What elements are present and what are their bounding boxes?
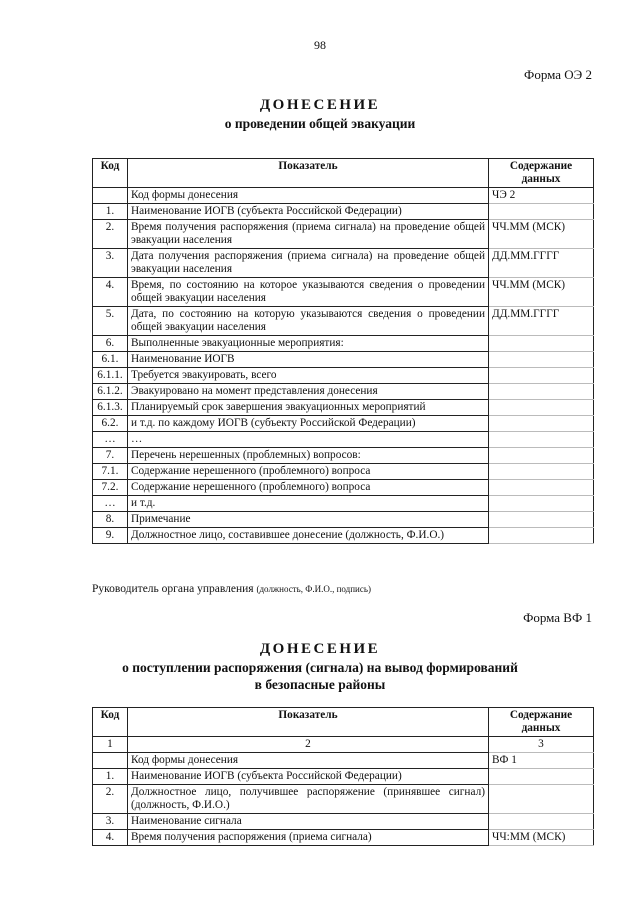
form1-row-code: 6.2. bbox=[93, 416, 128, 432]
form2-table-row bbox=[93, 814, 594, 830]
form2-code: Форма ВФ 1 bbox=[523, 610, 592, 625]
form1-table-row bbox=[93, 480, 594, 496]
form2-row-indicator: Наименование сигнала bbox=[128, 814, 489, 830]
form1-row-indicator: Перечень нерешенных (проблемных) вопросов: bbox=[128, 448, 489, 464]
form1-table-row bbox=[93, 384, 594, 400]
form1-row-indicator: Должностное лицо, составившее донесение (должность, Ф.И.О.) bbox=[128, 528, 489, 544]
form2-subtitle-line1: о поступлении распоряжения (сигнала) на вывод формирований bbox=[122, 660, 518, 675]
form1-row-indicator: Время получения распоряжения (приема сигнала) на проведение общей эвакуации населения bbox=[128, 220, 489, 249]
form1-row-code: … bbox=[93, 496, 128, 512]
page-number: 98 bbox=[314, 38, 326, 52]
form1-row-code: … bbox=[93, 432, 128, 448]
form2-row-indicator: Время получения распоряжения (приема сигнала) bbox=[128, 830, 489, 846]
form1-row-code: 9. bbox=[93, 528, 128, 544]
form1-row-indicator: Требуется эвакуировать, всего bbox=[128, 368, 489, 384]
form1-row-content bbox=[489, 352, 594, 368]
form1-row-indicator: и т.д. bbox=[128, 496, 489, 512]
form1-row-content bbox=[489, 400, 594, 416]
form1-row-content bbox=[489, 512, 594, 528]
form2-row-content bbox=[489, 814, 594, 830]
form2-row-code bbox=[93, 753, 128, 769]
form1-row-indicator: и т.д. по каждому ИОГВ (субъекту Российской Федерации) bbox=[128, 416, 489, 432]
form2-header-row bbox=[93, 708, 594, 737]
form1-row-indicator: Наименование ИОГВ (субъекта Российской Федерации) bbox=[128, 204, 489, 220]
form1-row-content: ЧЭ 2 bbox=[489, 188, 594, 204]
form1-row-indicator: Дата получения распоряжения (приема сигнала) на проведение общей эвакуации населения bbox=[128, 249, 489, 278]
form1-table-row bbox=[93, 432, 594, 448]
form1-row-indicator: Содержание нерешенного (проблемного) вопроса bbox=[128, 480, 489, 496]
form1-row-content: ЧЧ.ММ (МСК) bbox=[489, 278, 594, 307]
form1-table-row bbox=[93, 204, 594, 220]
form1-table-row bbox=[93, 352, 594, 368]
form1-row-code: 2. bbox=[93, 220, 128, 249]
form1-table-row bbox=[93, 400, 594, 416]
form1-header-indicator: Показатель bbox=[128, 159, 489, 188]
form1-table-row bbox=[93, 249, 594, 278]
form1-row-indicator: … bbox=[128, 432, 489, 448]
form1-row-content bbox=[489, 416, 594, 432]
form1-table-row bbox=[93, 220, 594, 249]
form1-header-row bbox=[93, 159, 594, 188]
form1-row-code: 6.1. bbox=[93, 352, 128, 368]
form1-row-code: 7. bbox=[93, 448, 128, 464]
form1-row-indicator: Примечание bbox=[128, 512, 489, 528]
signature-hint: (должность, Ф.И.О., подпись) bbox=[256, 584, 371, 594]
form1-title: ДОНЕСЕНИЕ bbox=[259, 97, 381, 113]
form1-table-row bbox=[93, 336, 594, 352]
form2-title: ДОНЕСЕНИЕ bbox=[259, 641, 381, 657]
form2-row-content: ЧЧ:ММ (МСК) bbox=[489, 830, 594, 846]
form1-row-indicator: Планируемый срок завершения эвакуационных мероприятий bbox=[128, 400, 489, 416]
form2-col-number-1: 1 bbox=[93, 737, 128, 753]
form1-row-indicator: Наименование ИОГВ bbox=[128, 352, 489, 368]
form2-table-row bbox=[93, 830, 594, 846]
form1-row-code: 6.1.2. bbox=[93, 384, 128, 400]
form1-table-row bbox=[93, 307, 594, 336]
form1-row-code: 6.1.1. bbox=[93, 368, 128, 384]
form2-subtitle-line2: в безопасные районы bbox=[254, 677, 386, 692]
form2-row-indicator: Наименование ИОГВ (субъекта Российской Федерации) bbox=[128, 769, 489, 785]
form2-header-indicator: Показатель bbox=[128, 708, 489, 737]
form1-row-content bbox=[489, 480, 594, 496]
form1-row-content bbox=[489, 336, 594, 352]
form1-row-code: 7.2. bbox=[93, 480, 128, 496]
form1-row-content bbox=[489, 464, 594, 480]
form1-row-content bbox=[489, 528, 594, 544]
form1-table-row bbox=[93, 528, 594, 544]
form1-row-content: ЧЧ.ММ (МСК) bbox=[489, 220, 594, 249]
form1-row-content bbox=[489, 204, 594, 220]
form2-number-row bbox=[93, 737, 594, 753]
form1-row-indicator: Время, по состоянию на которое указываются сведения о проведении общей эвакуации населения bbox=[128, 278, 489, 307]
form2-table-row bbox=[93, 785, 594, 814]
form1-row-indicator: Дата, по состоянию на которую указываются сведения о проведении общей эвакуации населения bbox=[128, 307, 489, 336]
form2-row-code: 1. bbox=[93, 769, 128, 785]
form1-code: Форма ОЭ 2 bbox=[524, 67, 592, 82]
form2-table bbox=[92, 707, 594, 846]
form1-table-row bbox=[93, 278, 594, 307]
form2-row-content bbox=[489, 769, 594, 785]
form1-row-content bbox=[489, 448, 594, 464]
form2-row-code: 2. bbox=[93, 785, 128, 814]
form1-table-row bbox=[93, 496, 594, 512]
form2-row-code: 3. bbox=[93, 814, 128, 830]
form1-table bbox=[92, 158, 594, 544]
form1-row-content bbox=[489, 368, 594, 384]
form1-row-code: 5. bbox=[93, 307, 128, 336]
form1-row-indicator: Содержание нерешенного (проблемного) вопроса bbox=[128, 464, 489, 480]
form1-row-indicator: Выполненные эвакуационные мероприятия: bbox=[128, 336, 489, 352]
form2-header-content: Содержание данных bbox=[489, 708, 594, 737]
form2-table-row bbox=[93, 769, 594, 785]
form1-row-indicator: Эвакуировано на момент представления донесения bbox=[128, 384, 489, 400]
form1-row-content: ДД.ММ.ГГГГ bbox=[489, 307, 594, 336]
form1-row-indicator: Код формы донесения bbox=[128, 188, 489, 204]
form2-table-row bbox=[93, 753, 594, 769]
form2-row-content: ВФ 1 bbox=[489, 753, 594, 769]
form1-row-code: 8. bbox=[93, 512, 128, 528]
form1-subtitle: о проведении общей эвакуации bbox=[224, 116, 416, 131]
form2-row-indicator: Должностное лицо, получившее распоряжение (принявшее сигнал) (должность, Ф.И.О.) bbox=[128, 785, 489, 814]
form1-row-code: 4. bbox=[93, 278, 128, 307]
form1-table-row bbox=[93, 464, 594, 480]
form2-col-number-2: 2 bbox=[128, 737, 489, 753]
form1-row-code: 1. bbox=[93, 204, 128, 220]
form1-row-code: 6. bbox=[93, 336, 128, 352]
form1-table-row bbox=[93, 188, 594, 204]
form1-row-content bbox=[489, 496, 594, 512]
form1-table-row bbox=[93, 416, 594, 432]
signature-label: Руководитель органа управления bbox=[92, 583, 254, 595]
form1-row-content bbox=[489, 432, 594, 448]
form2-col-number-3: 3 bbox=[489, 737, 594, 753]
form1-header-content: Содержание данных bbox=[489, 159, 594, 188]
form1-header-code: Код bbox=[93, 159, 128, 188]
form1-row-code: 6.1.3. bbox=[93, 400, 128, 416]
form1-table-row bbox=[93, 368, 594, 384]
form2-header-code: Код bbox=[93, 708, 128, 737]
form1-table-row bbox=[93, 512, 594, 528]
form1-table-row bbox=[93, 448, 594, 464]
form1-row-content bbox=[489, 384, 594, 400]
form2-row-code: 4. bbox=[93, 830, 128, 846]
form1-row-content: ДД.ММ.ГГГГ bbox=[489, 249, 594, 278]
signature-line bbox=[92, 583, 371, 595]
form2-row-content bbox=[489, 785, 594, 814]
form1-row-code: 7.1. bbox=[93, 464, 128, 480]
form2-row-indicator: Код формы донесения bbox=[128, 753, 489, 769]
form1-row-code bbox=[93, 188, 128, 204]
form1-row-code: 3. bbox=[93, 249, 128, 278]
